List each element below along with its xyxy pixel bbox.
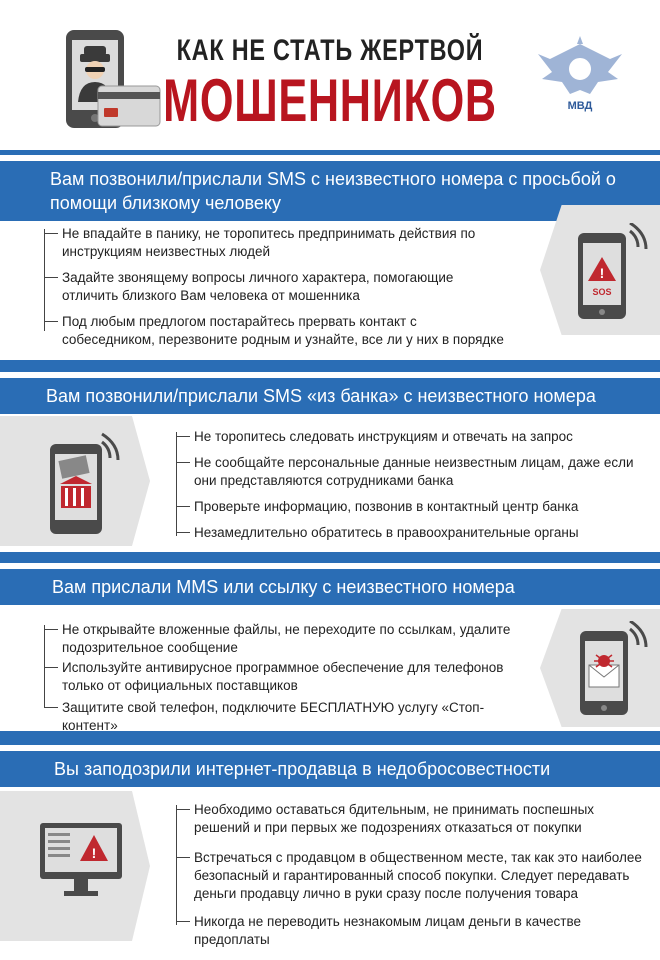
list-item: Никогда не переводить незнакомым лицам деньги в качестве предоплаты	[184, 913, 648, 949]
monitor-warning-icon	[40, 823, 124, 899]
phone-bank-icon	[46, 428, 126, 538]
bracket-line	[176, 805, 177, 925]
icon-box	[0, 416, 150, 546]
list-item: Встречаться с продавцом в общественном месте, так как это наиболее безопасный и гарантированный способ покупки. Следует передавать деньги продавцу лично в руки сразу после получения товара	[184, 849, 648, 903]
list-item: Не сообщайте персональные данные неизвестным лицам, даже если они представляются сотрудниками банка	[184, 454, 644, 490]
icon-box	[540, 205, 660, 335]
section-online-seller	[0, 745, 660, 960]
header	[0, 0, 660, 150]
emblem-label: МВД	[567, 100, 593, 112]
list-item: Под любым предлогом постарайтесь прервать контакт с собеседником, перезвоните родным и узнайте, все ли у них в порядке	[52, 313, 512, 349]
title-line-1: КАК НЕ СТАТЬ ЖЕРТВОЙ	[176, 34, 484, 67]
list-item: Необходимо оставаться бдительным, не принимать поспешных решений и при первых же подозрениях отказаться от покупки	[184, 801, 648, 837]
icon-box	[540, 609, 660, 727]
section-bank-call	[0, 372, 660, 552]
section-title: Вы заподозрили интернет-продавца в недобросовестности	[0, 751, 660, 787]
sos-label: SOS	[592, 287, 612, 297]
section-items	[52, 621, 512, 735]
phone-sos-icon	[578, 223, 648, 323]
icon-box	[0, 791, 150, 941]
list-item: Не открывайте вложенные файлы, не переходите по ссылкам, удалите подозрительное сообщение	[52, 621, 512, 657]
title-line-2: МОШЕННИКОВ	[163, 67, 497, 134]
list-item: Не впадайте в панику, не торопитесь предпринимать действия по инструкциям неизвестных людей	[52, 225, 512, 261]
section-items	[184, 801, 648, 949]
list-item: Незамедлительно обратитесь в правоохранительные органы	[184, 524, 644, 542]
list-item: Не торопитесь следовать инструкциям и отвечать на запрос	[184, 428, 644, 446]
list-item: Используйте антивирусное программное обеспечение для телефонов только от официальных поставщиков	[52, 659, 512, 695]
list-item: Проверьте информацию, позвонив в контактный центр банка	[184, 498, 644, 516]
section-mms-link	[0, 563, 660, 731]
list-item: Задайте звонящему вопросы личного характера, помогающие отличить близкого Вам человека от мошенника	[52, 269, 512, 305]
list-item: Защитите свой телефон, подключите БЕСПЛАТНУЮ услугу «Стоп-контент»	[52, 699, 512, 735]
bracket-line	[44, 625, 45, 707]
section-items	[52, 225, 512, 349]
section-title: Вам позвонили/прислали SMS «из банка» с неизвестного номера	[0, 378, 660, 414]
section-items	[184, 428, 644, 542]
section-relative-help	[0, 155, 660, 360]
bracket-line	[44, 229, 45, 331]
svg-text:!: !	[599, 265, 605, 281]
section-title: Вам прислали MMS или ссылку с неизвестного номера	[0, 569, 660, 605]
phone-virus-mail-icon	[580, 621, 650, 721]
svg-text:!: !	[91, 845, 97, 861]
bracket-line	[176, 432, 177, 536]
section-title: Вам позвонили/прислали SMS с неизвестного номера с просьбой о помощи близкому человеку	[0, 161, 660, 221]
